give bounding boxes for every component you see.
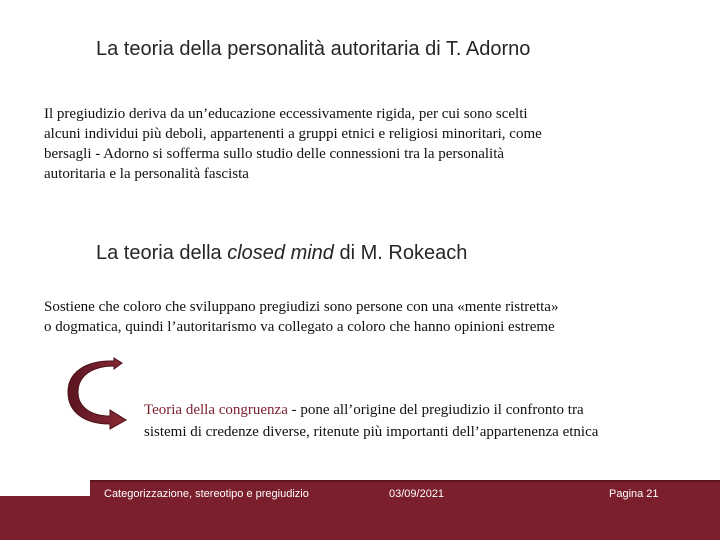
paragraph-line: o dogmatica, quindi l’autoritarismo va collegato a coloro che hanno opinioni estreme	[44, 319, 555, 335]
rokeach-title-italic: closed mind	[227, 242, 334, 264]
curved-arrow-icon	[62, 354, 128, 430]
footer-bar	[0, 480, 720, 540]
congruenza-line-2: sistemi di credenze diverse, ritenute più importanti dell’appartenenza etnica	[144, 424, 599, 440]
adorno-paragraph	[44, 104, 684, 184]
footer-topic: Categorizzazione, stereotipo e pregiudizio	[104, 488, 309, 500]
rokeach-title-prefix: La teoria della	[96, 242, 228, 264]
paragraph-line: Sostiene che coloro che sviluppano pregiudizi sono persone con una «mente ristretta»	[44, 299, 559, 315]
congruenza-line-1	[144, 399, 704, 421]
footer-divider	[90, 480, 720, 482]
congruenza-term: Teoria della congruenza	[144, 402, 288, 418]
paragraph-line: bersagli - Adorno si sofferma sullo studio delle connessioni tra la personalità	[44, 146, 505, 162]
footer-white-strip	[0, 480, 90, 496]
footer-date: 03/09/2021	[389, 488, 445, 500]
paragraph-line: autoritaria e la personalità fascista	[44, 166, 249, 182]
paragraph-line: alcuni individui più deboli, appartenenti a gruppi etnici e religiosi minoritari, come	[44, 126, 542, 142]
congruenza-line-1-rest: - pone all’origine del pregiudizio il confronto tra	[287, 402, 584, 418]
congruenza-text	[144, 399, 704, 443]
slide-title-adorno: La teoria della personalità autoritaria di T. Adorno	[96, 38, 531, 60]
footer-page-number: Pagina 21	[609, 488, 659, 500]
rokeach-title-suffix: di M. Rokeach	[333, 242, 468, 264]
slide-title-rokeach	[96, 242, 467, 265]
rokeach-paragraph	[44, 297, 684, 337]
paragraph-line: Il pregiudizio deriva da un’educazione eccessivamente rigida, per cui sono scelti	[44, 106, 528, 122]
